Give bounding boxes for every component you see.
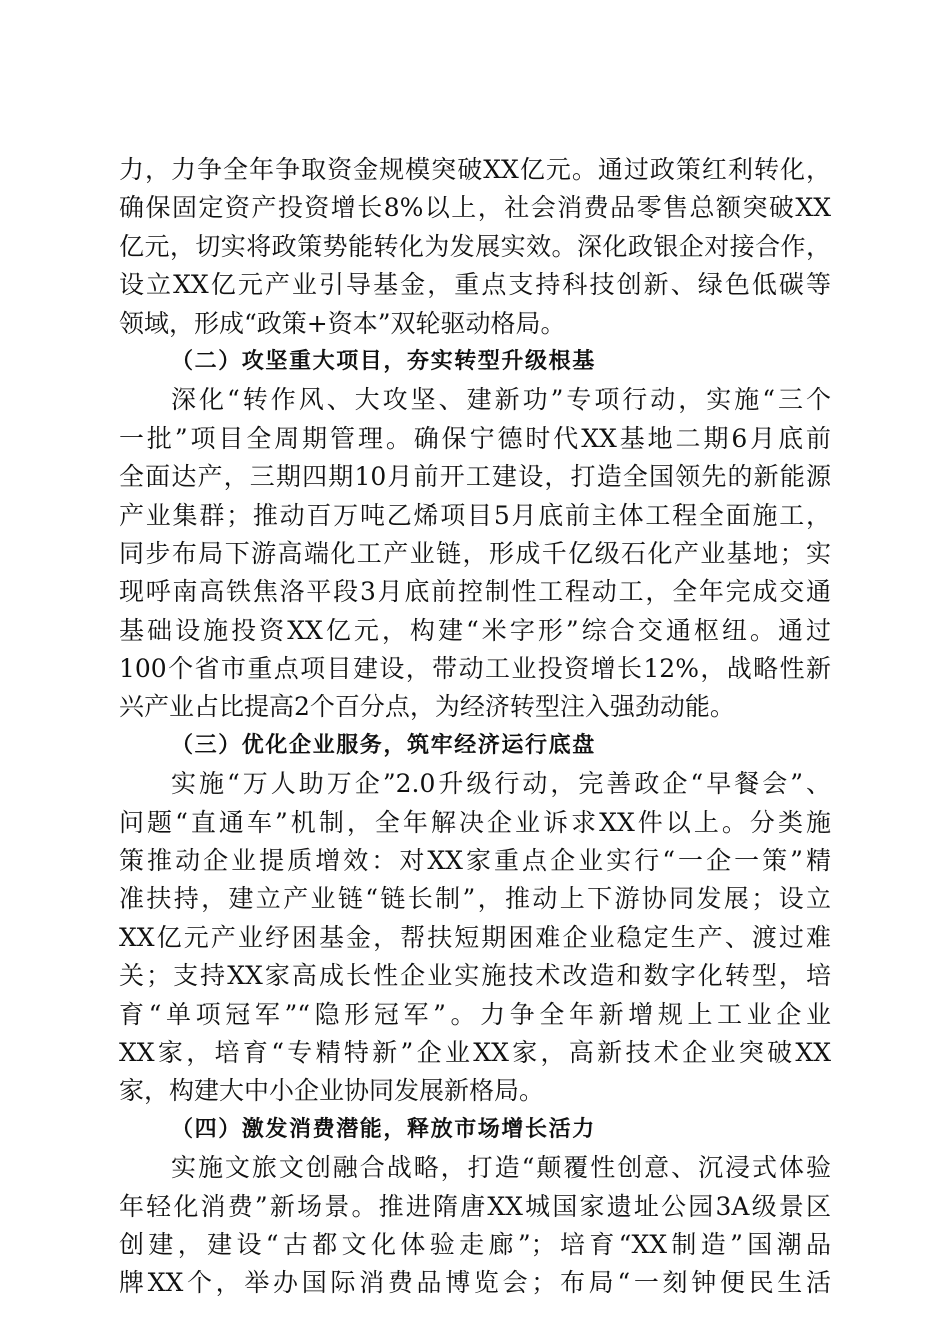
body-line: 基础设施投资XX亿元，构建“米字形”综合交通枢纽。通过: [119, 615, 831, 645]
body-line: 兴产业占比提高2个百分点，为经济转型注入强劲动能。: [119, 692, 735, 722]
body-line: 育“单项冠军”“隐形冠军”。力争全年新增规上工业企业: [119, 999, 831, 1029]
body-line: 设立XX亿元产业引导基金，重点支持科技创新、绿色低碳等: [119, 270, 831, 300]
document-body: [119, 151, 831, 1303]
body-line: 产业集群；推动百万吨乙烯项目5月底前主体工程全面施工，: [119, 500, 831, 530]
section-heading: （二）攻坚重大项目，夯实转型升级根基: [171, 348, 596, 374]
body-line: 力，力争全年争取资金规模突破XX亿元。通过政策红利转化，: [119, 155, 831, 184]
body-line: 同步布局下游高端化工产业链，形成千亿级石化产业基地；实: [119, 538, 831, 568]
body-line: 准扶持，建立产业链“链长制”，推动上下游协同发展；设立: [119, 884, 831, 914]
body-line: 家，构建大中小企业协同发展新格局。: [119, 1076, 545, 1106]
body-line: XX亿元产业纾困基金，帮扶短期困难企业稳定生产、渡过难: [119, 922, 831, 952]
section-heading: （四）激发消费潜能，释放市场增长活力: [171, 1116, 596, 1142]
body-line: 创建，建设“古都文化体验走廊”；培育“XX制造”国潮品: [119, 1229, 831, 1259]
section-heading: （三）优化企业服务，筑牢经济运行底盘: [171, 732, 596, 758]
body-line: 领域，形成“政策+资本”双轮驱动格局。: [119, 308, 566, 338]
body-line: 确保固定资产投资增长8%以上，社会消费品零售总额突破XX: [119, 193, 831, 223]
body-line: XX家，培育“专精特新”企业XX家，高新技术企业突破XX: [119, 1037, 831, 1067]
body-line: 亿元，切实将政策势能转化为发展实效。深化政银企对接合作，: [119, 231, 831, 261]
body-line: 100个省市重点项目建设，带动工业投资增长12%，战略性新: [119, 654, 831, 684]
body-line: 牌XX个，举办国际消费品博览会；布局“一刻钟便民生活: [119, 1268, 831, 1298]
body-line: 现呼南高铁焦洛平段3月底前控制性工程动工，全年完成交通: [119, 577, 831, 607]
body-line: 实施“万人助万企”2.0升级行动，完善政企“早餐会”、: [171, 769, 831, 799]
body-line: 年轻化消费”新场景。推进隋唐XX城国家遗址公园3A级景区: [119, 1191, 831, 1221]
body-line: 问题“直通车”机制，全年解决企业诉求XX件以上。分类施: [119, 807, 831, 837]
body-line: 实施文旅文创融合战略，打造“颠覆性创意、沉浸式体验: [171, 1153, 831, 1183]
body-line: 策推动企业提质增效：对XX家重点企业实行“一企一策”精: [119, 846, 831, 876]
body-line: 一批”项目全周期管理。确保宁德时代XX基地二期6月底前: [119, 423, 831, 453]
body-line: 关；支持XX家高成长性企业实施技术改造和数字化转型，培: [119, 961, 831, 991]
body-line: 深化“转作风、大攻坚、建新功”专项行动，实施“三个: [171, 385, 831, 415]
body-line: 全面达产，三期四期10月前开工建设，打造全国领先的新能源: [119, 462, 831, 492]
